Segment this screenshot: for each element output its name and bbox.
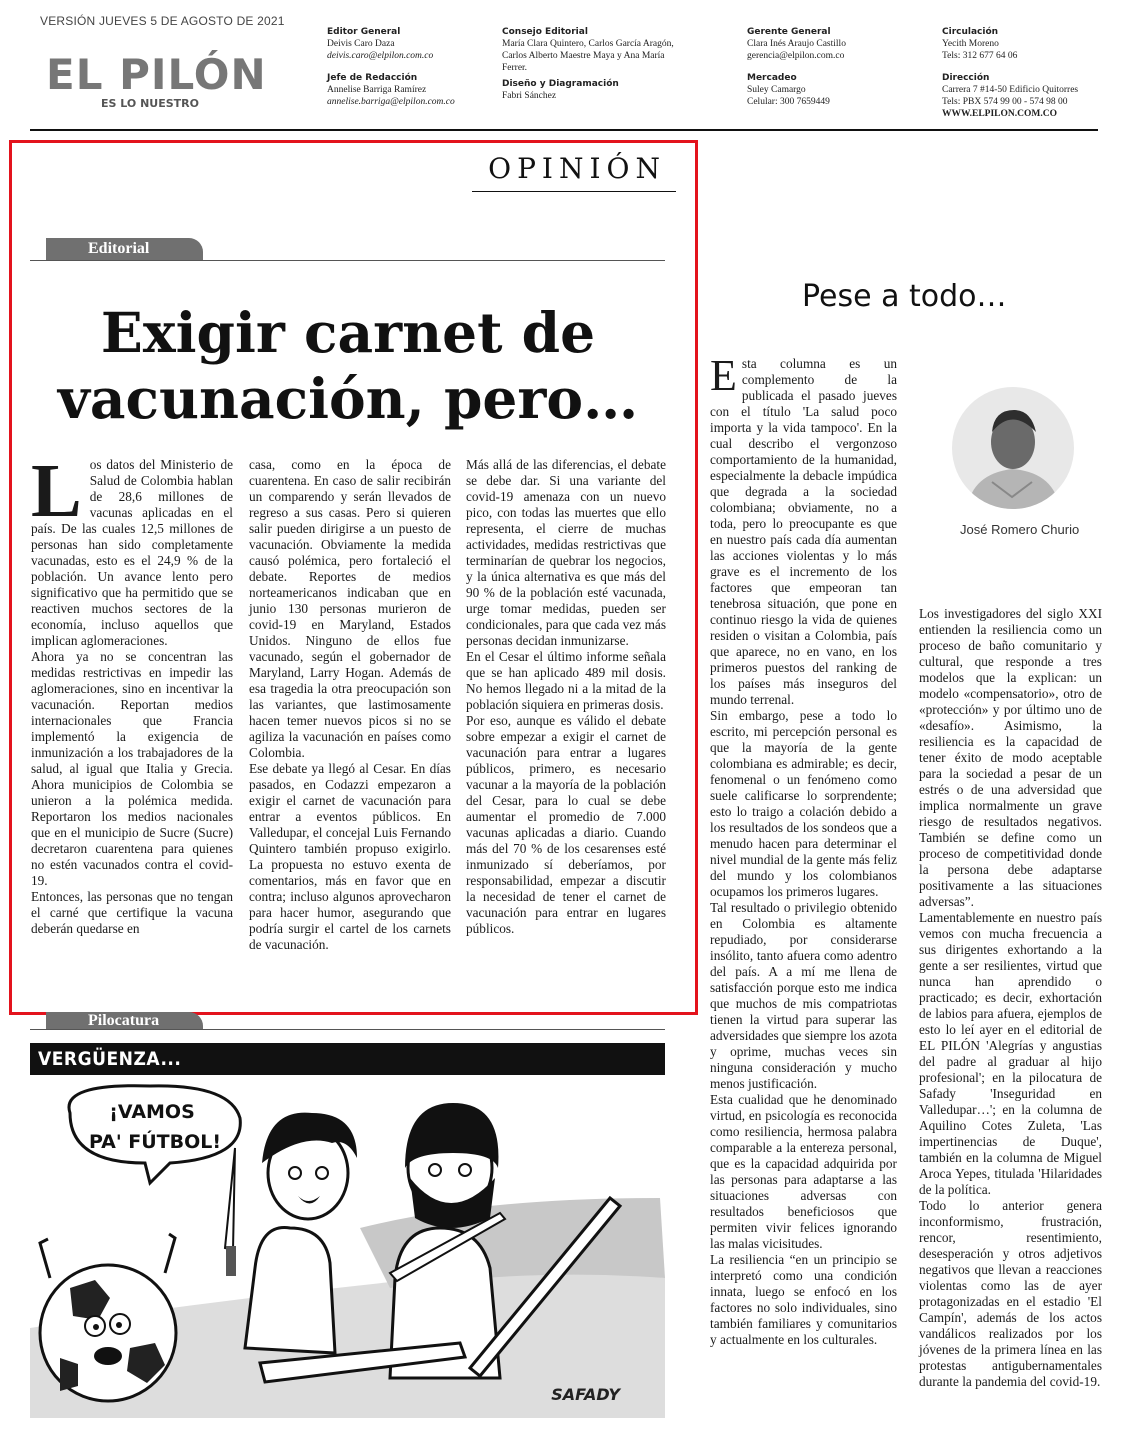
speech-line-2: PA' FÚTBOL! <box>88 1131 222 1153</box>
paragraph: Entonces, las personas que no tengan el carné que certifique la vacuna deberán quedarse en <box>31 889 233 936</box>
knife <box>225 1148 235 1250</box>
editorial-tab: Editorial <box>46 238 203 260</box>
paragraph: sta columna es un complemento de la publicada el pasado jueves con el título 'La salud poco importa y la vida tampoco'. En la cual describo el vergonzoso comportamiento de la humanidad, especialmente la debacle impúdica que degrada a la sociedad colombiana; obviamente, no a toda, pero lo preocupante es que en nuestro país cada día aumentan las acciones violentas y lo más grave es el incremento de los factores que empeoran tan tenebrosa situación, que pone en continuo riesgo la vida de quienes residen o visitan a Colombia, país que aparece, no en vano, en los primeros puestos del ranking de los países más inseguros del mundo terrenal. <box>710 356 897 707</box>
newspaper-logo[interactable]: EL PILÓN <box>46 50 267 99</box>
author-name: José Romero Churio <box>960 522 1080 537</box>
headline-line-1: Exigir carnet de <box>100 300 596 365</box>
opinion-column-1 <box>710 351 897 1348</box>
cartoon-tab: Pilocatura <box>46 1012 203 1030</box>
drop-cap: L <box>31 449 82 533</box>
paragraph: Ese debate ya llegó al Cesar. En días pasados, en Codazzi empezaron a exigir el carnet de vacunación para entrar a eventos públicos. En Valledupar, el concejal Luis Fernando Quintero también propuso exigirlo. La propuesta no estuvo exenta de comentarios, más en favor que en contra; incluso algunos aprovecharon para hacer humor, asegurando que podría surgir el cartel de los carnets de vacunación. <box>249 761 451 952</box>
paragraph: Tal resultado o privilegio obtenido en Colombia es altamente repudiado, por considerarse insólito, tanto afuera como adentro del país. A a mí me llena de satisfacción porque esto me indica que muchos de mis compatriotas tienen la virtud para superar las adversidades que siempre los azota y oprime, muchas veces sin ninguna consideración y mucho menos justificación. <box>710 900 897 1091</box>
paragraph: Ahora ya no se concentran las medidas restrictivas en impedir las aglomeraciones, sino en incentivar la vacunación. Reportan medios internacionales que Francia implementó la exigencia de inmunización a los trabajadores de la salud, al igual que Italia y Grecia. Ahora municipios de Colombia se unieron a la polémica medida. Reportaron los medios nacionales que en el municipio de Sucre (Sucre) decretaron cuarentena para quienes no estén vacunados contra el covid-19. <box>31 649 233 888</box>
section-title: OPINIÓN <box>472 152 676 192</box>
paragraph: La resiliencia “en un principio se interpretó como una condición innata, luego se enfocó en los factores no solo individuales, sino también familiares y comunitarios y actualmente en los culturales. <box>710 1252 897 1347</box>
cartoon-title: VERGÜENZA... <box>30 1043 665 1075</box>
column-title: Pese a todo… <box>802 279 1007 314</box>
author-avatar <box>952 387 1074 509</box>
opinion-column-2 <box>919 606 1102 1390</box>
paragraph: Lamentablemente en nuestro país vemos con mucha frecuencia a sus dirigentes exhortando a la gente a ser resilientes, virtud que nunca han aprendido o practicado; es decir, exhortación de labios para afuera, ejemplos de esto lo leí ayer en el editorial de EL PILÓN 'Alegrías y angustias del padre al graduar al hijo profesional'; en la pilocatura de Safady 'Inseguridad en Valledupar…'; en la columna de Aquilino Cotes Zuleta, 'Las impertinencias de Duque', también en la columna de Miguel Aroca Yepes, titulada 'Hilaridades de la política. <box>919 910 1102 1197</box>
staff-block-4: Circulación Yecith Moreno Tels: 312 677 64 06 Dirección Carrera 7 #14-50 Edificio Quitorres Tels: PBX 574 99 00 - 574 98 00 WWW.ELPILON.COM.CO <box>942 26 1112 120</box>
paragraph: Todo lo anterior genera inconformismo, frustración, rencor, resentimiento, desesperación y otros adjetivos negativos que llevan a reacciones violentas como las de ayer protagonizadas en el estadio 'El Campín', además de los actos vandálicos realizados por los jóvenes de la primera línea en las protestas antigubernamentales durante la pandemia del covid-19. <box>919 1198 1102 1389</box>
staff-block-1: Editor General Deivis Caro Daza deivis.caro@elpilon.com.co Jefe de Redacción Annelise Barriga Ramírez annelise.barriga@elpilon.com.co <box>327 27 455 107</box>
paragraph: os datos del Ministerio de Salud de Colombia hablan de 28,6 millones de vacunas aplicadas en el país. De las cuales 12,5 millones de personas han sido completamente vacunadas, esto es el 24,9 % de la población. Un avance lento pero significativo que ha permitido que se reactiven muchos sectores de la economía, incluso aquellos que implican aglomeraciones. <box>31 457 233 648</box>
staff-block-2: Consejo Editorial María Clara Quintero, Carlos García Aragón, Carlos Alberto Maestre Maya y Ana María Ferrer. Diseño y Diagramación Fabri Sánchez <box>502 27 674 101</box>
staff-block-3: Gerente General Clara Inés Araujo Castillo gerencia@elpilon.com.co Mercadeo Suley Camargo Celular: 300 7659449 <box>747 27 846 107</box>
edition-date: VERSIÓN JUEVES 5 DE AGOSTO DE 2021 <box>40 14 285 28</box>
paragraph: Esta cualidad que he denominado virtud, en psicología es reconocida como resiliencia, hermosa palabra comparable a la entereza personal, que es la capacidad adquirida por las personas para adaptarse a las situaciones adversas con resultados beneficiosos que permiten vivir felices ignorando las malas vicisitudes. <box>710 1092 897 1251</box>
cartoon-illustration <box>30 1078 665 1418</box>
logo-tagline: ES LO NUESTRO <box>101 97 199 110</box>
website-link[interactable]: WWW.ELPILON.COM.CO <box>942 109 1057 119</box>
paragraph: Más allá de las diferencias, el debate se debe dar. Si una variante del covid-19 amenaza con un nuevo pico, con todas las muertes que ello representa, el cierre de muchas actividades, medidas restrictivas que terminarían de quebrar los negocios, y la única alternativa es que más del 90 % de la población esté vacunada, urge tomar medidas, pueden ser condicionales, para que cada vez más personas decidan inmunizarse. <box>466 457 666 648</box>
headline-line-2: vacunación, pero… <box>57 366 639 431</box>
selection-highlight <box>9 140 698 1015</box>
paragraph: casa, como en la época de cuarentena. En caso de salir recibirán un comparendo y serán llevados de regreso a sus casas. Pero si quieren salir pueden dirigirse a un puesto de vacunación. Obviamente la medida causó polémica, pero fortaleció el debate. Reportes de medios norteamericanos indicaban que en junio 130 personas murieron de covid-19 en Maryland, Estados Unidos. Ninguno de ellos fue vacunado, según el gobernador de Maryland, Larry Hogan. Además de esa tragedia la otra preocupación son las variantes, que lastimosamente hacen temer nuevos picos si no se agiliza la vacunación en países como Colombia. <box>249 457 451 760</box>
paragraph: Sin embargo, pese a todo lo escrito, mi percepción personal es que la mayoría de la gente colombiana es admirable; es decir, fenomenal o un fenómeno como suele calificarse lo sorprendente; esto lo traigo a colación debido a los resultados de los sondeos que a menudo hacen para determinar el nivel mundial de la gente más feliz del mundo y los colombianos ocupamos los primeros lugares. <box>710 708 897 899</box>
paragraph: Por eso, aunque es válido el debate sobre empezar a exigir el carnet de vacunación para entrar a lugares públicos, primero, es necesario vacunar a la mayoría de la población del Cesar, para lo cual se debe aumentar el promedio de 7.000 vacunas aplicadas a diario. Cuando más del 70 % de los cesarenses esté inmunizado sí deberíamos, por responsabilidad, empezar a discutir la necesidad de tener el carnet de vacunación para entrar en lugares públicos. <box>466 713 666 936</box>
cartoon-rule <box>30 1029 665 1030</box>
cartoon-signature: SAFADY <box>551 1385 620 1404</box>
paragraph: Los investigadores del siglo XXI entienden la resiliencia como un proceso de baño comunitario y cultural, que responde a tres modelos que la explican: un modelo «compensatorio», otro de «protección» y por último uno de «desafío». Asimismo, la resiliencia es la capacidad de tener éxito de modo aceptable para la sociedad a pesar de un estrés o de una adversidad que implica normalmente un grave riesgo de resultados negativos. También se define como un proceso de competitividad donde la persona debe adaptarse positivamente a las situaciones adversas”. <box>919 606 1102 909</box>
drop-cap: E <box>710 351 737 400</box>
paragraph: En el Cesar el último informe señala que se han aplicado 489 mil dosis. No hemos llegado ni a la mitad de la población siquiera en primeras dosis. <box>466 649 666 712</box>
masthead-rule <box>30 129 1098 131</box>
speech-line-1: ¡VAMOS <box>109 1101 195 1123</box>
